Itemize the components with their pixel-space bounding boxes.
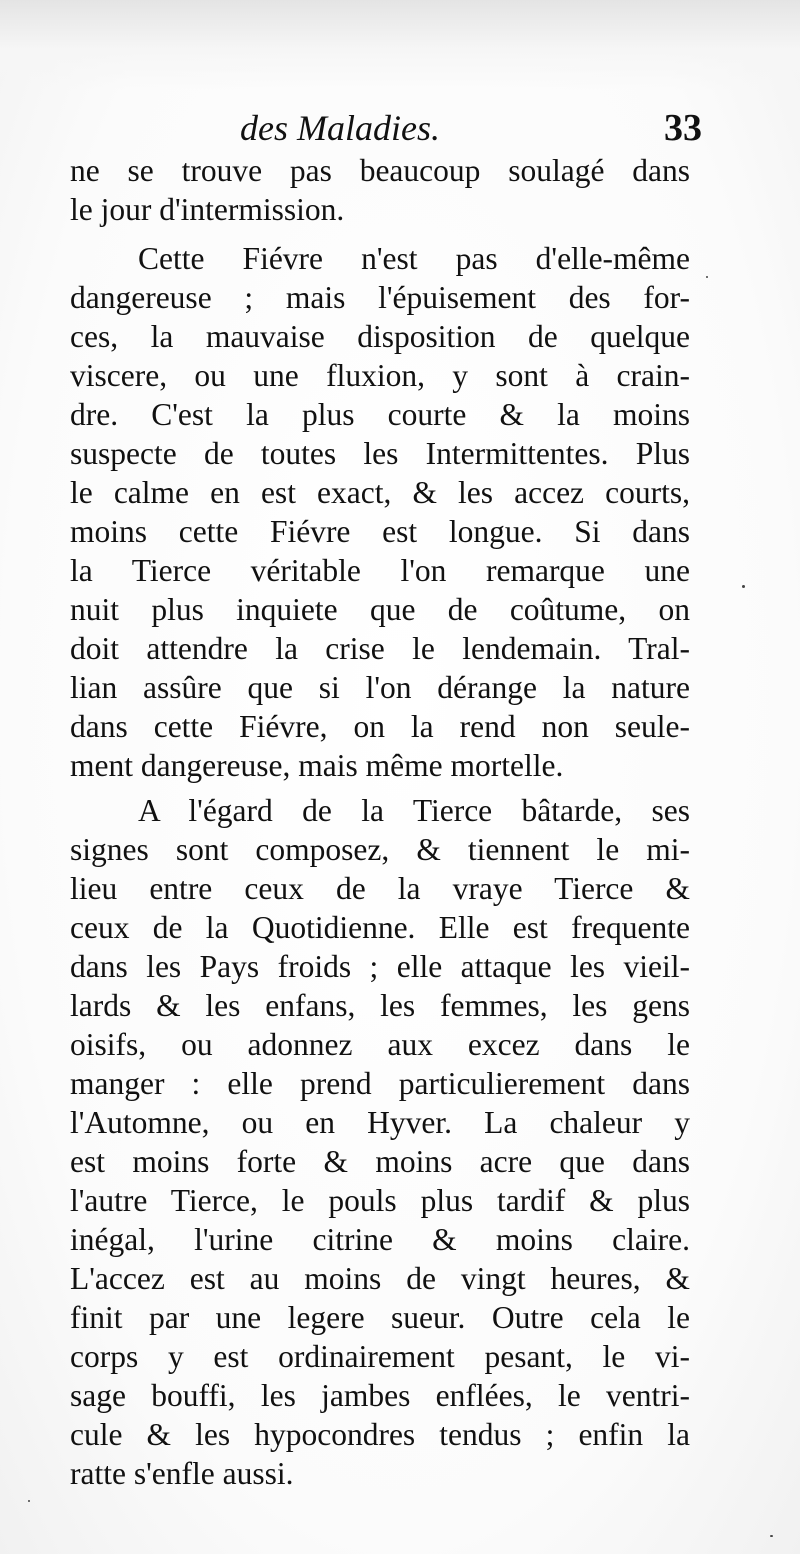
running-title: des Maladies. (240, 108, 440, 148)
text-line: ces, la mauvaise disposition de quelque (70, 319, 690, 354)
text-line: inégal, l'urine citrine & moins claire. (70, 1222, 690, 1257)
text-line: dans les Pays froids ; elle attaque les vieil- (70, 949, 690, 984)
text-line: L'accez est au moins de vingt heures, & (70, 1261, 690, 1296)
text-line: le calme en est exact, & les accez courts, (70, 475, 690, 510)
text-line: le jour d'intermission. (70, 192, 345, 227)
text-line: lieu entre ceux de la vraye Tierce & (70, 871, 690, 906)
text-line: moins cette Fiévre est longue. Si dans (70, 514, 690, 549)
text-line: nuit plus inquiete que de coûtume, on (70, 592, 690, 627)
text-line: finit par une legere sueur. Outre cela le (70, 1300, 690, 1335)
text-line: signes sont composez, & tiennent le mi- (70, 832, 690, 867)
text-line: dre. C'est la plus courte & la moins (70, 397, 690, 432)
text-line: suspecte de toutes les Intermittentes. Plus (70, 436, 690, 471)
text-line: dangereuse ; mais l'épuisement des for- (70, 280, 690, 315)
text-line: corps y est ordinairement pesant, le vi- (70, 1339, 690, 1374)
paper-speck (770, 1535, 773, 1537)
page-number: 33 (664, 107, 702, 149)
text-line: l'autre Tierce, le pouls plus tardif & plus (70, 1183, 690, 1218)
text-line: sage bouffi, les jambes enflées, le ventri- (70, 1378, 690, 1413)
text-line: l'Automne, ou en Hyver. La chaleur y (70, 1105, 690, 1140)
text-line: lian assûre que si l'on dérange la nature (70, 670, 690, 705)
text-line: manger : elle prend particulierement dans (70, 1066, 690, 1101)
text-line: viscere, ou une fluxion, y sont à crain- (70, 358, 690, 393)
paper-speck (742, 585, 745, 588)
page-top-shadow (0, 0, 800, 90)
paper-speck (706, 276, 708, 278)
text-line: dans cette Fiévre, on la rend non seule- (70, 709, 690, 744)
text-line: ceux de la Quotidienne. Elle est frequente (70, 910, 690, 945)
text-line: oisifs, ou adonnez aux excez dans le (70, 1027, 690, 1062)
text-line: ne se trouve pas beaucoup soulagé dans (70, 153, 690, 188)
text-line: doit attendre la crise le lendemain. Tral- (70, 631, 690, 666)
text-line: ment dangereuse, mais même mortelle. (70, 748, 564, 783)
text-line: lards & les enfans, les femmes, les gens (70, 988, 690, 1023)
text-line: A l'égard de la Tierce bâtarde, ses (138, 793, 690, 828)
text-line: ratte s'enfle aussi. (70, 1456, 294, 1491)
text-line: est moins forte & moins acre que dans (70, 1144, 690, 1179)
text-line: cule & les hypocondres tendus ; enfin la (70, 1417, 690, 1452)
text-line: la Tierce véritable l'on remarque une (70, 553, 690, 588)
paper-speck (28, 1500, 30, 1502)
text-line: Cette Fiévre n'est pas d'elle-même (138, 241, 690, 276)
